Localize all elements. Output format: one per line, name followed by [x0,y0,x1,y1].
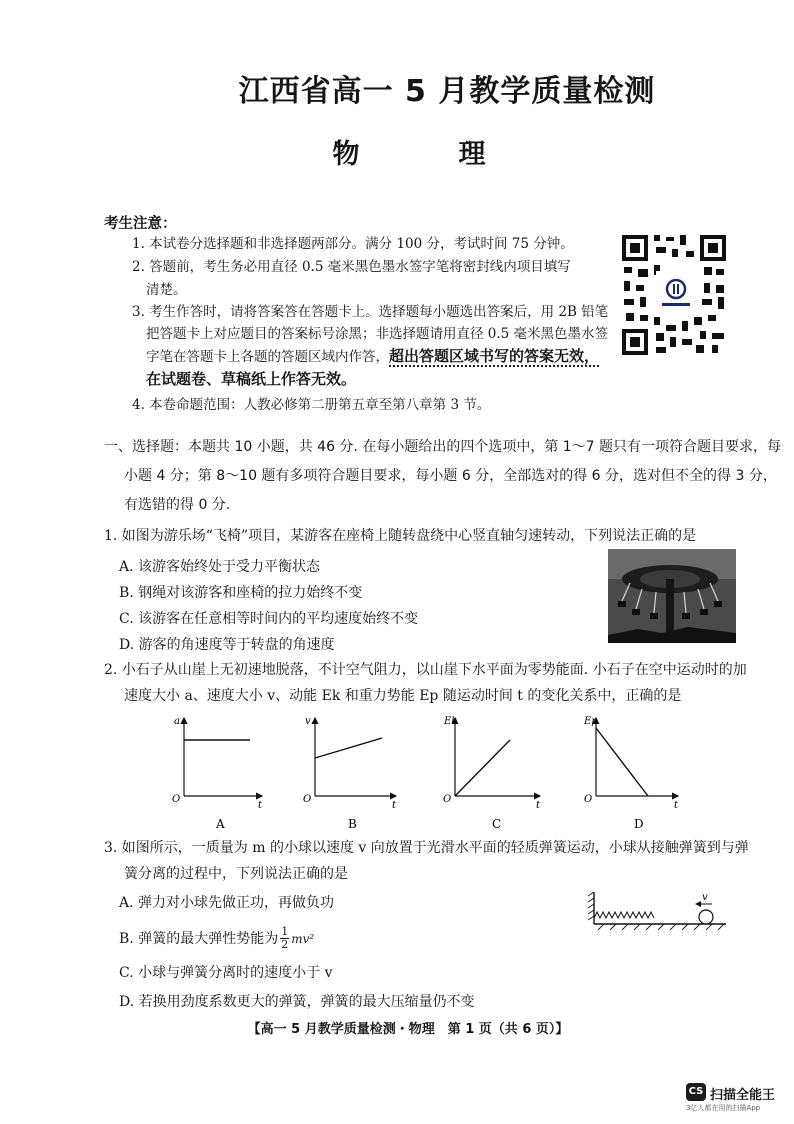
subject-title: 物 理 [332,139,522,170]
page-footer: 【高一 5 月教学质量检测・物理 第 1 页（共 6 页）】 [247,1022,569,1037]
graph-a-label: A [216,817,225,831]
q1-stem: 1. 如图为游乐场“飞椅”项目，某游客在座椅上随转盘绕中心竖直轴匀速转动，下列说法正确的是 [104,528,697,544]
graph-c-ylabel: Ek [444,716,458,727]
q1-option-c: C. 该游客在任意相等时间内的平均速度始终不变 [119,611,419,627]
spring [594,912,654,918]
note-line [146,345,599,368]
graph-b-ylabel: v [305,716,311,727]
camscanner-tagline: 3亿人都在用的扫描App [686,1104,761,1112]
q1-option-d: D. 游客的角速度等于转盘的角速度 [119,637,335,653]
note-emphasis: 超出答题区域书写的答案无效， [389,347,600,365]
q3-option-a: A. 弹力对小球先做正功，再做负功 [119,895,335,911]
graph-d-origin: O [584,794,593,805]
section-intro-line: 有选错的得 0 分. [124,497,231,513]
graph-c [443,716,541,831]
q2-stem-line1: 2. 小石子从山崖上无初速地脱落，不计空气阻力，以山崖下水平面为零势能面. 小石子在空中运动时的加 [104,662,747,678]
graph-b-origin: O [303,794,312,805]
fraction-numerator: 1 [281,925,289,938]
note-line: 1. 本试卷分选择题和非选择题两部分。满分 100 分，考试时间 75 分钟。 [132,236,574,252]
ball [699,910,713,924]
velocity-label: v [702,892,708,903]
graph-b [303,716,397,831]
note-text: 字笔在答题卡上各题的答题区域内作答， [146,349,389,365]
graph-b-curve [315,738,382,758]
graph-b-xlabel: t [392,800,397,811]
spring-ball-figure [588,888,730,930]
fraction-denominator: 2 [281,938,289,951]
graph-d-curve [596,728,648,796]
graph-d-label: D [634,817,644,831]
graph-a-ylabel: a [174,716,180,727]
q3-option-b-text: B. 弹簧的最大弹性势能为 [119,930,279,947]
camscanner-logo-icon: CS [686,1083,706,1101]
graph-d-ylabel: Ep [584,716,598,727]
camscanner-name: 扫描全能王 [710,1088,776,1103]
qr-code [620,233,728,357]
graph-a-origin: O [172,794,181,805]
fraction-half [280,926,289,951]
note-line: 清楚。 [146,282,187,298]
graph-a-xlabel: t [258,800,263,811]
q1-option-b: B. 钢绳对该游客和座椅的拉力始终不变 [119,585,363,601]
graph-d [583,716,679,831]
note-line: 4. 本卷命题范围：人教必修第二册第五章至第八章第 3 节。 [132,397,491,413]
q2-stem-line2: 速度大小 a、速度大小 v、动能 Ek 和重力势能 Ep 随运动时间 t 的变化关系中，正确的是 [124,688,682,704]
q1-option-a: A. 该游客始终处于受力平衡状态 [119,559,321,575]
page-title: 江西省高一 5 月教学质量检测 [238,74,656,109]
q2-graphs [170,712,690,834]
graph-c-label: C [492,817,502,831]
note-emphasis: 在试题卷、草稿纸上作答无效。 [146,370,357,388]
section-intro-line: 小题 4 分；第 8～10 题有多项符合题目要求，每小题 6 分，全部选对的得 6 分，选对但不全的得 3 分， [124,468,777,484]
flying-chair-photo [608,549,736,643]
note-line [146,368,356,391]
section-intro-line: 一、选择题：本题共 10 小题，共 46 分. 在每小题给出的四个选项中，第 1～7 题只有一项符合题目要求，每 [104,439,782,455]
graph-d-xlabel: t [674,800,679,811]
q3-option-d: D. 若换用劲度系数更大的弹簧，弹簧的最大压缩量仍不变 [119,994,475,1010]
q3-stem-line1: 3. 如图所示，一质量为 m 的小球以速度 v 向放置于光滑水平面的轻质弹簧运动，小球从接触弹簧到与弹 [104,840,749,856]
q3-option-b-expr: mv² [291,931,315,946]
note-line: 2. 答题前，考生务必用直径 0.5 毫米黑色墨水签字笔将密封线内项目填写 [132,259,571,275]
graph-c-origin: O [443,794,452,805]
q3-stem-line2: 簧分离的过程中，下列说法正确的是 [124,866,348,882]
graph-c-curve [455,740,510,796]
q3-option-c: C. 小球与弹簧分离时的速度小于 v [119,965,333,981]
graph-c-xlabel: t [536,800,541,811]
q3-option-b [119,926,314,951]
note-line: 把答题卡上对应题目的答案标号涂黑；非选择题请用直径 0.5 毫米黑色墨水签 [146,326,609,342]
graph-b-label: B [348,817,357,831]
notes-heading: 考生注意： [104,216,177,232]
graph-a [172,716,263,831]
note-line: 3. 考生作答时，请将答案答在答题卡上。选择题每小题选出答案后，用 2B 铅笔 [132,304,609,320]
